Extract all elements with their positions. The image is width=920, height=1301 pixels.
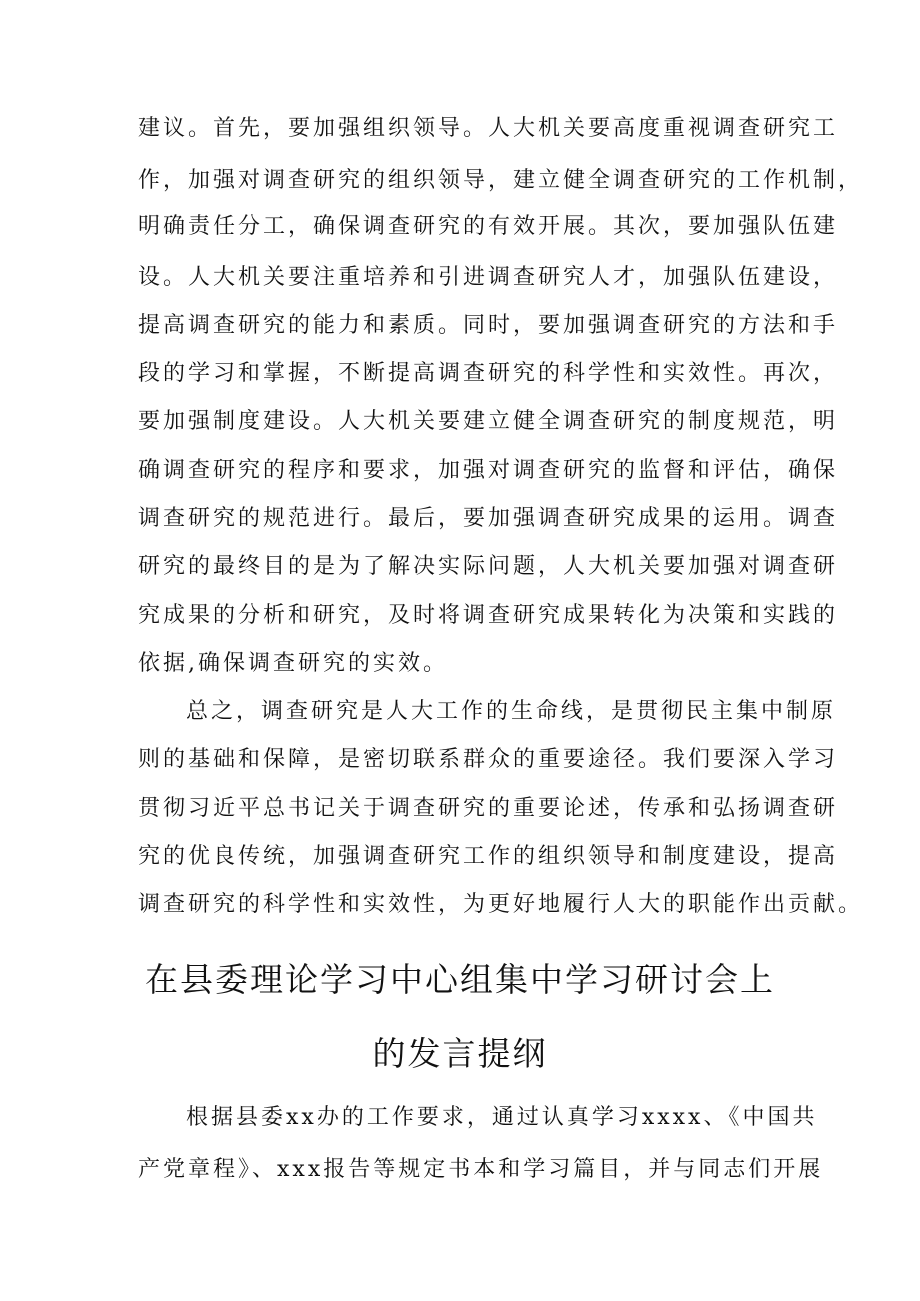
paragraph-line: 明确责任分工，确保调查研究的有效开展。其次，要加强队伍建 — [138, 214, 839, 239]
paragraph-line: 设。人大机关要注重培养和引进调查研究人才，加强队伍建设， — [138, 265, 839, 290]
paragraph-line: 研究的最终目的是为了解决实际问题，人大机关要加强对调查研 — [138, 554, 839, 579]
paragraph-line: 总之，调查研究是人大工作的生命线，是贯彻民主集中制原 — [186, 699, 837, 724]
paragraph-line: 调查研究的科学性和实效性，为更好地履行人大的职能作出贡献。 — [138, 892, 864, 917]
document-title-line-2: 的发言提纲 — [372, 1034, 548, 1073]
paragraph-line: 依据,确保调查研究的实效。 — [138, 651, 448, 676]
paragraph-line: 确调查研究的程序和要求，加强对调查研究的监督和评估，确保 — [138, 458, 839, 483]
paragraph-line: 贯彻习近平总书记关于调查研究的重要论述，传承和弘扬调查研 — [138, 796, 839, 821]
paragraph-line: 建议。首先，要加强组织领导。人大机关要高度重视调查研究工 — [138, 116, 839, 141]
paragraph-line: 根据县委xx办的工作要求，通过认真学习xxxx、《中国共 — [186, 1105, 818, 1130]
paragraph-line: 调查研究的规范进行。最后，要加强调查研究成果的运用。调查 — [138, 506, 839, 531]
paragraph-line: 段的学习和掌握，不断提高调查研究的科学性和实效性。再次， — [138, 361, 839, 386]
paragraph-line: 要加强制度建设。人大机关要建立健全调查研究的制度规范，明 — [138, 409, 839, 434]
paragraph-line: 究成果的分析和研究，及时将调查研究成果转化为决策和实践的 — [138, 603, 839, 628]
paragraph-line: 究的优良传统，加强调查研究工作的组织领导和制度建设，提高 — [138, 844, 839, 869]
paragraph-line: 提高调查研究的能力和素质。同时，要加强调查研究的方法和手 — [138, 313, 839, 338]
paragraph-line: 产党章程》、xxx报告等规定书本和学习篇目，并与同志们开展 — [138, 1157, 824, 1182]
paragraph-line: 则的基础和保障，是密切联系群众的重要途径。我们要深入学习 — [138, 747, 839, 772]
paragraph-line: 作，加强对调查研究的组织领导，建立健全调查研究的工作机制， — [138, 168, 864, 193]
document-title-line-1: 在县委理论学习中心组集中学习研讨会上 — [145, 960, 775, 999]
